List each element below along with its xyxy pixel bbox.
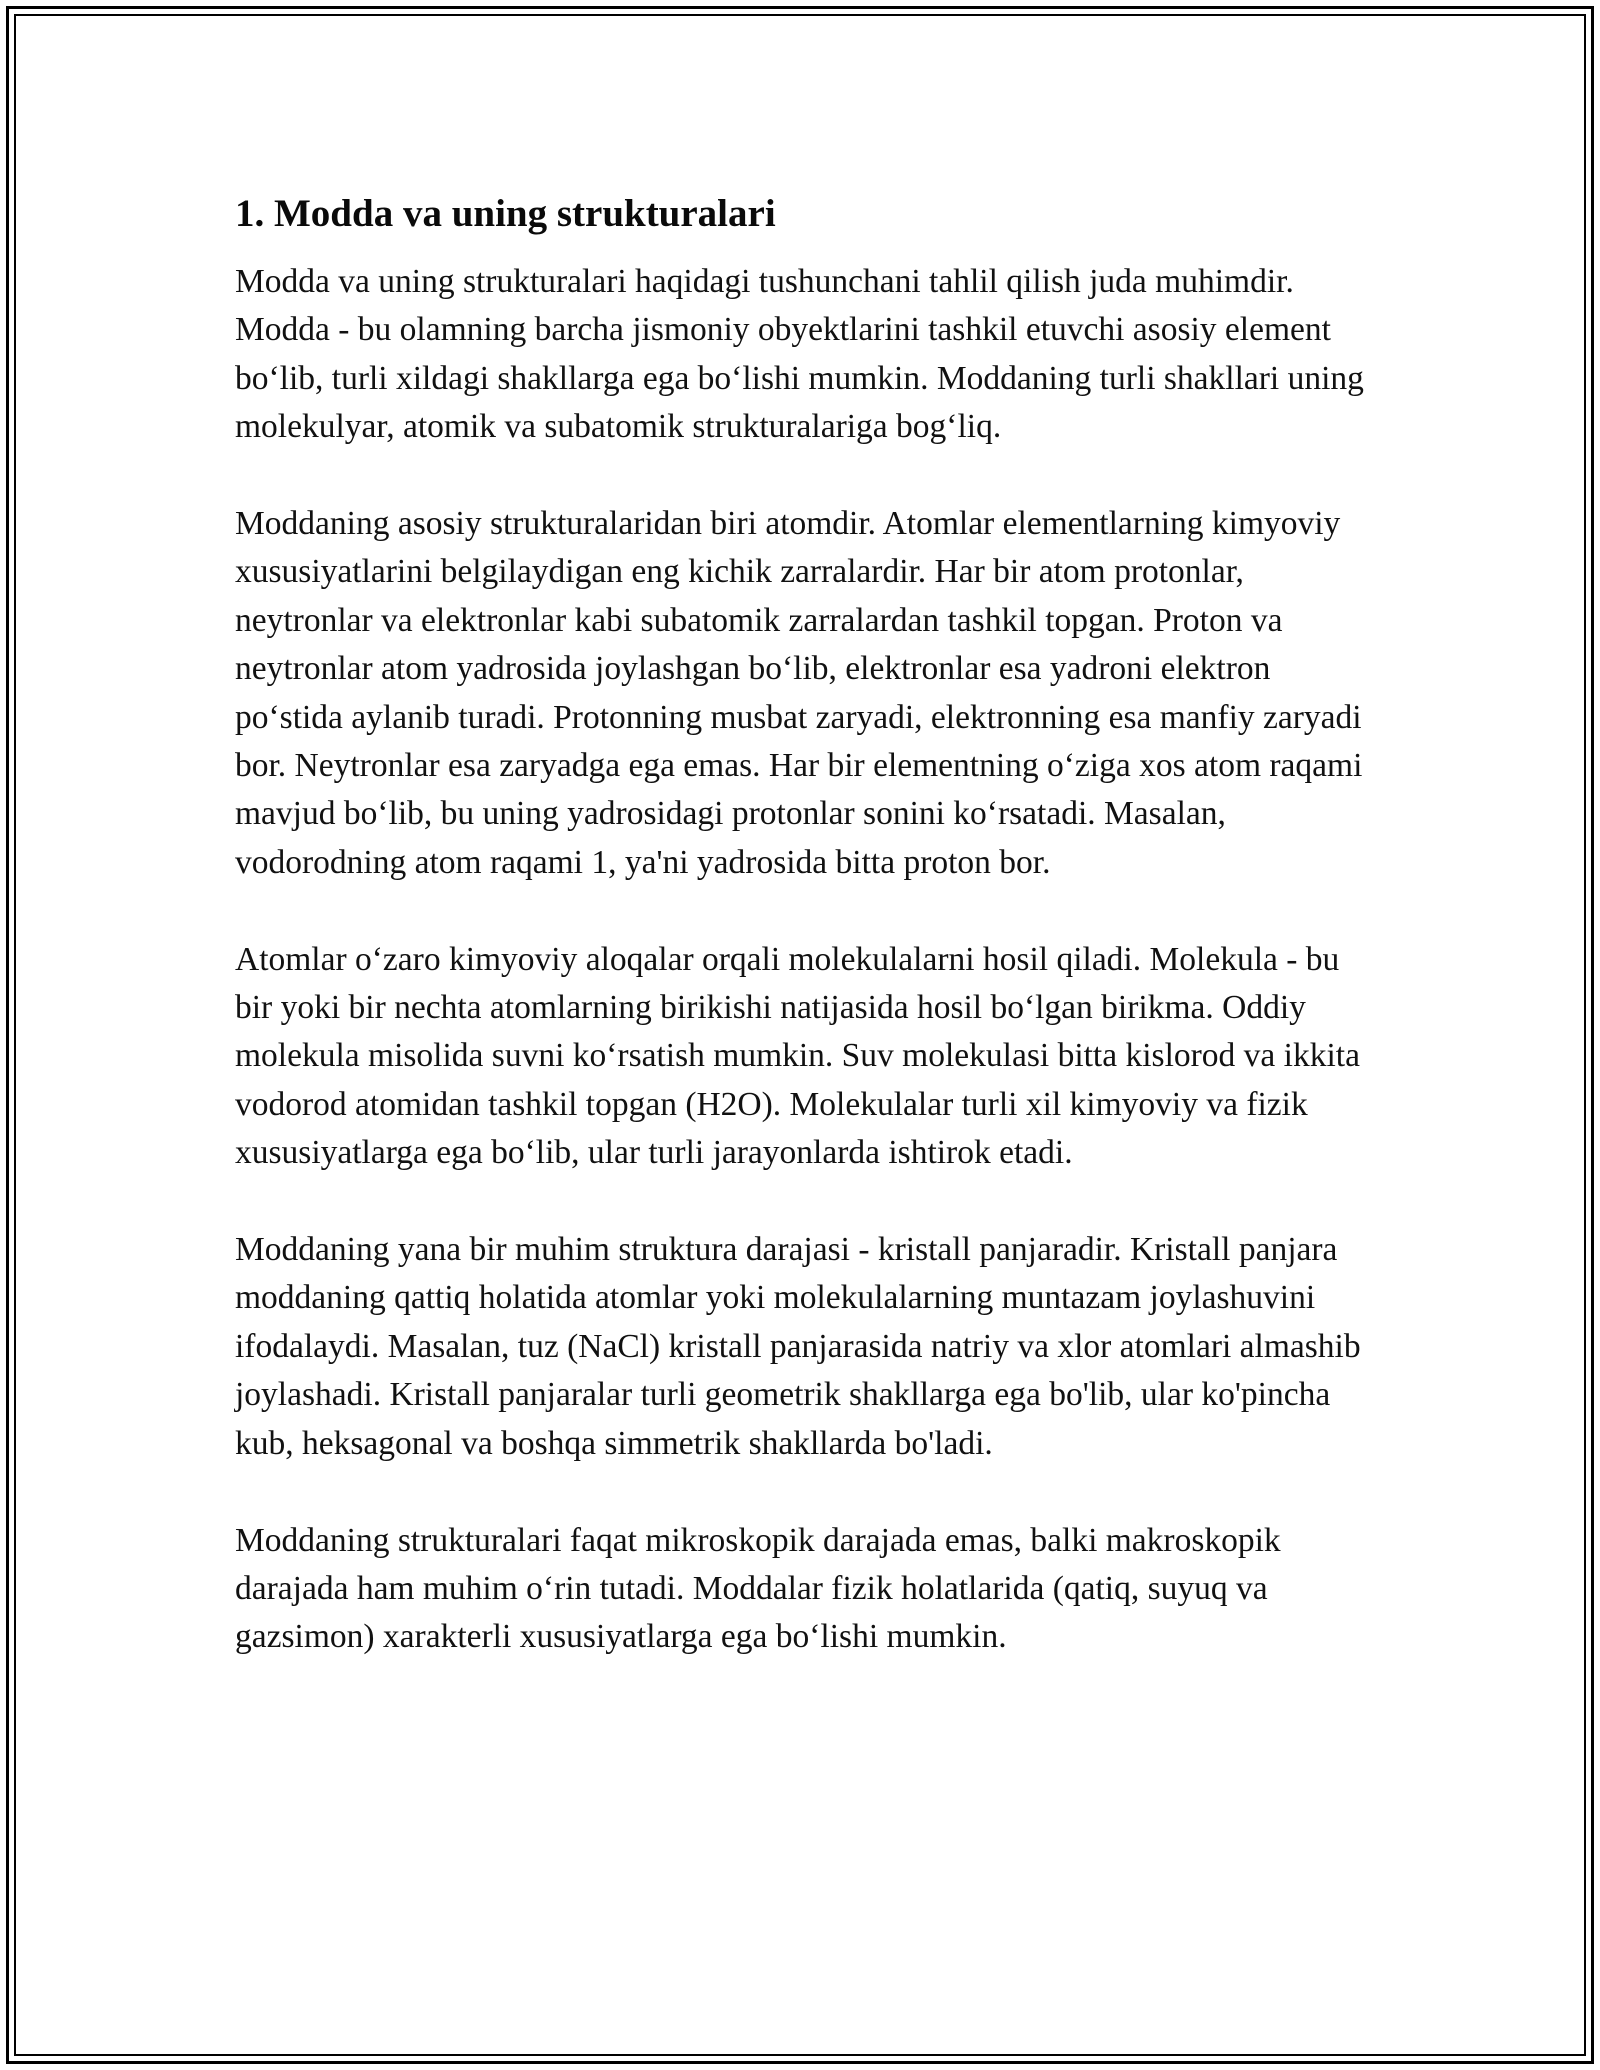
paragraph-2: Moddaning asosiy strukturalaridan biri atomdir. Atomlar elementlarning kimyoviy xususiyatlarini belgilaydigan eng kichik zarralardir. Har bir atom protonlar, neytronlar va elektronlar kabi subatomik zarralardan tashkil topgan. Proton va neytronlar atom yadrosida joylashgan bo‘lib, elektronlar esa yadroni elektron po‘stida aylanib turadi. Protonning musbat zaryadi, elektronning esa manfiy zaryadi bor. Neytronlar esa zaryadga ega emas. Har bir elementning o‘ziga xos atom raqami mavjud bo‘lib, bu uning yadrosidagi protonlar sonini ko‘rsatadi. Masalan, vodorodning atom raqami 1, ya'ni yadrosida bitta proton bor. [235,505,1363,881]
paragraph-3: Atomlar o‘zaro kimyoviy aloqalar orqali molekulalarni hosil qiladi. Molekula - bu bir yoki bir nechta atomlarning birikishi natijasida hosil bo‘lgan birikma. Oddiy molekula misolida suvni ko‘rsatish mumkin. Suv molekulasi bitta kislorod va ikkita vodorod atomidan tashkil topgan (H2O). Molekulalar turli xil kimyoviy va fizik xususiyatlarga ega bo‘lib, ular turli jarayonlarda ishtirok etadi. [235,940,1360,1172]
section-title: 1. Modda va uning strukturalari [235,192,776,235]
paragraph-5: Moddaning strukturalari faqat mikroskopik darajada emas, balki makroskopik darajada ham muhim o‘rin tutadi. Moddalar fizik holatlarida (qatiq, suyuq va gazsimon) xarakterli xususiyatlarga ega bo‘lishi mumkin. [235,1521,1281,1656]
paragraph-1: Modda va uning strukturalari haqidagi tushunchani tahlil qilish juda muhimdir. Modda - bu olamning barcha jismoniy obyektlarini tashkil etuvchi asosiy element bo‘lib, turli xildagi shakllarga ega bo‘lishi mumkin. Moddaning turli shakllari uning molekulyar, atomik va subatomik strukturalariga bog‘liq. [235,263,1364,446]
paragraph-4: Moddaning yana bir muhim struktura darajasi - kristall panjaradir. Kristall panjara moddaning qattiq holatida atomlar yoki molekulalarning muntazam joylashuvini ifodalaydi. Masalan, tuz (NaCl) kristall panjarasida natriy va xlor atomlari almashib joylashadi. Kristall panjaralar turli geometrik shakllarga ega bo'lib, ular ko'pincha kub, heksagonal va boshqa simmetrik shakllarda bo'ladi. [235,1231,1361,1462]
document-body [235,188,1375,1662]
